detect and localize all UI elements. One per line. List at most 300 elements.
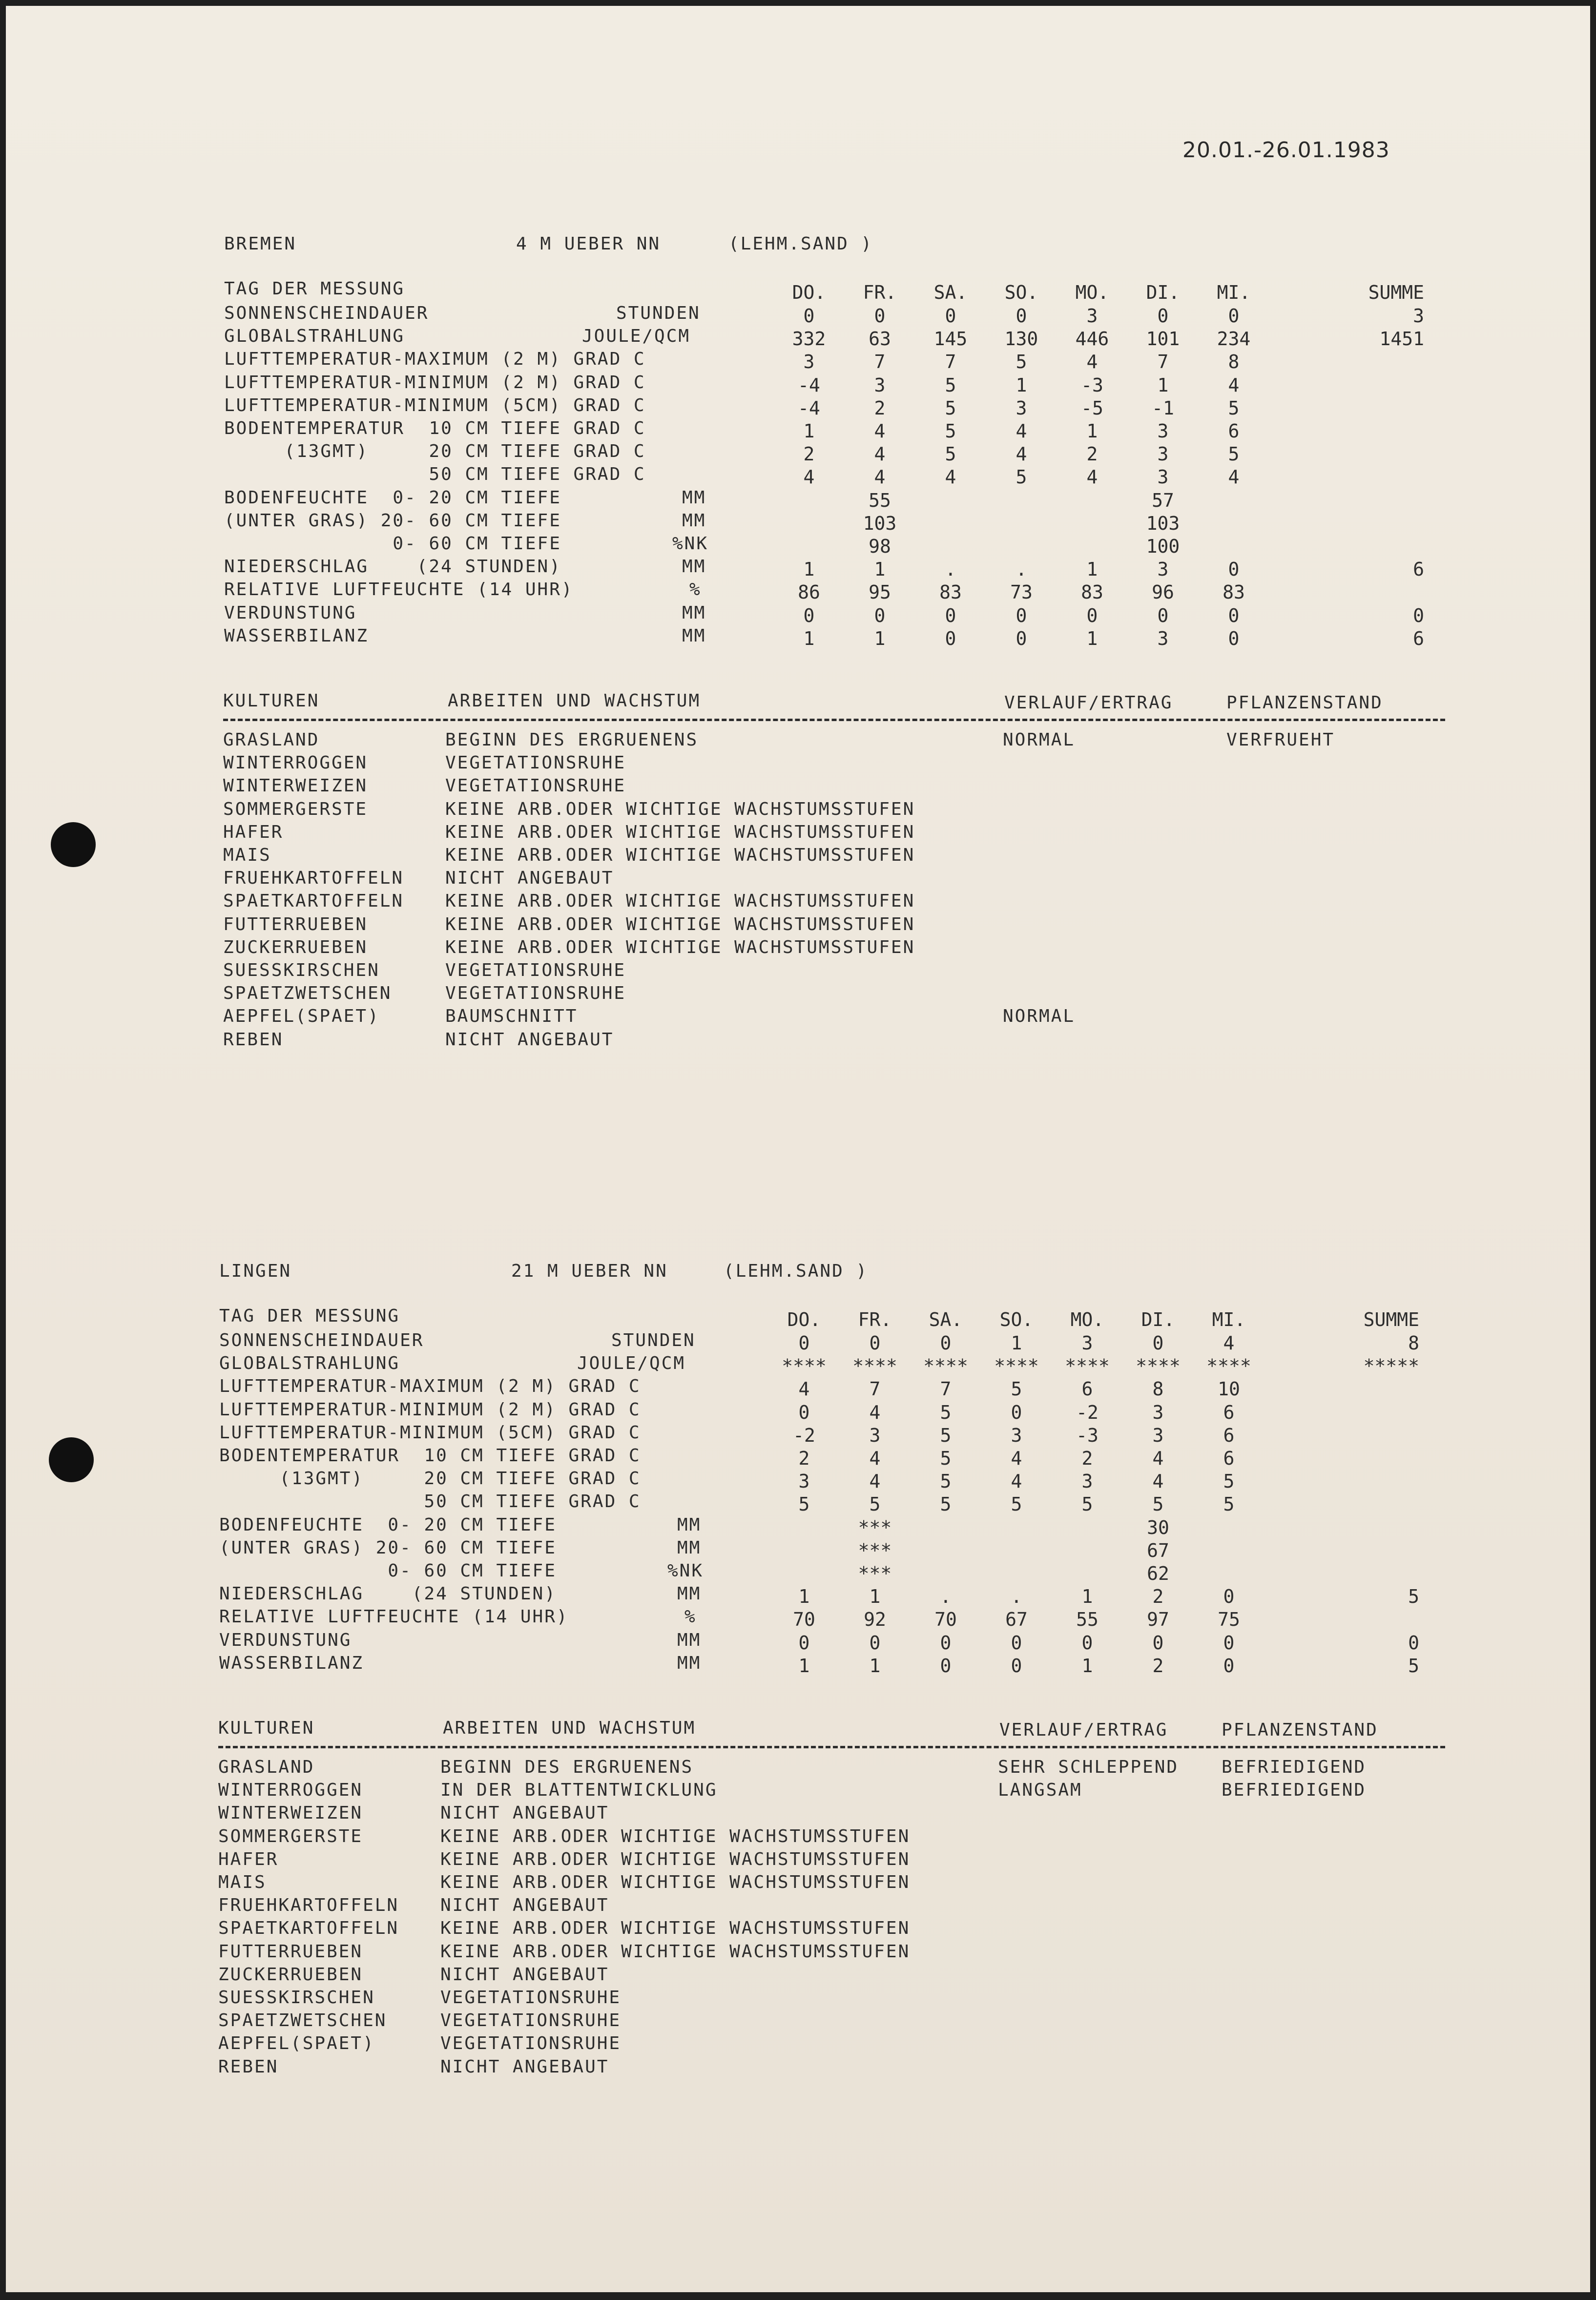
data-cell: -4 — [798, 374, 820, 396]
row-label: LUFTTEMPERATUR-MINIMUM (5CM) GRAD C — [219, 1422, 641, 1443]
data-cell: 3 — [1081, 1332, 1093, 1354]
data-cell: 4 — [1228, 466, 1240, 488]
crop-verlauf: LANGSAM — [998, 1780, 1082, 1801]
day-header: DI. — [1146, 282, 1180, 303]
data-cell: 1 — [874, 559, 886, 580]
station-elevation: 21 M UEBER NN — [511, 1261, 668, 1281]
data-cell: 5 — [945, 420, 956, 442]
sum-cell: 6 — [1413, 559, 1424, 580]
crop-name: WINTERROGGEN — [218, 1780, 363, 1801]
crop-verlauf: SEHR SCHLEPPEND — [998, 1757, 1179, 1777]
data-cell: 95 — [869, 581, 891, 603]
data-cell: 1 — [1086, 420, 1098, 442]
crop-name: SPAETKARTOFFELN — [218, 1918, 399, 1939]
sum-cell: ***** — [1363, 1355, 1419, 1377]
crop-work: VEGETATIONSRUHE — [445, 960, 626, 980]
crop-work: BEGINN DES ERGRUENENS — [445, 730, 699, 750]
data-cell: 8 — [1152, 1378, 1164, 1400]
data-cell: -3 — [1076, 1424, 1099, 1446]
data-cell: 1 — [798, 1586, 810, 1608]
data-cell: 1 — [1157, 374, 1169, 396]
data-cell: 75 — [1218, 1609, 1240, 1631]
data-cell: 5 — [1011, 1493, 1022, 1515]
row-label: NIEDERSCHLAG (24 STUNDEN) — [224, 557, 561, 577]
document-page — [6, 6, 1590, 2292]
row-label: (13GMT) 20 CM TIEFE GRAD C — [219, 1469, 641, 1489]
data-cell: *** — [858, 1563, 892, 1584]
crop-work: IN DER BLATTENTWICKLUNG — [440, 1780, 718, 1801]
row-label: 50 CM TIEFE GRAD C — [219, 1492, 641, 1512]
data-cell: 2 — [798, 1448, 810, 1469]
data-cell: 5 — [940, 1424, 952, 1446]
data-cell: 97 — [1147, 1609, 1169, 1631]
row-unit: MM — [677, 1584, 702, 1604]
data-cell: 3 — [1157, 420, 1169, 442]
data-cell: 3 — [874, 374, 886, 396]
data-cell: 4 — [869, 1448, 881, 1469]
row-label: SONNENSCHEINDAUER — [224, 303, 429, 323]
data-cell: 3 — [803, 351, 815, 373]
data-cell: 5 — [945, 374, 956, 396]
data-cell: 5 — [940, 1471, 952, 1492]
data-cell: 0 — [869, 1632, 881, 1654]
data-cell: 0 — [945, 305, 956, 327]
crop-work: KEINE ARB.ODER WICHTIGE WACHSTUMSSTUFEN — [445, 822, 915, 842]
row-label: VERDUNSTUNG — [224, 602, 357, 623]
data-cell: 0 — [1152, 1632, 1164, 1654]
data-cell: 4 — [1228, 374, 1240, 396]
row-label: SONNENSCHEINDAUER — [219, 1330, 424, 1350]
crop-work: VEGETATIONSRUHE — [440, 1988, 622, 2008]
summe-header: SUMME — [1363, 1309, 1419, 1330]
day-header: FR. — [858, 1309, 892, 1330]
data-cell: **** — [923, 1355, 968, 1377]
data-cell: 130 — [1004, 328, 1038, 350]
data-cell: 0 — [1016, 627, 1027, 649]
data-cell: 4 — [1011, 1471, 1022, 1492]
data-cell: 1 — [803, 420, 815, 442]
crop-work: KEINE ARB.ODER WICHTIGE WACHSTUMSSTUFEN — [445, 799, 915, 819]
row-unit: MM — [677, 1653, 702, 1673]
data-cell: . — [1016, 559, 1027, 580]
crop-name: FUTTERRUEBEN — [223, 914, 368, 934]
data-cell: 4 — [869, 1471, 881, 1492]
data-cell: 5 — [1016, 351, 1027, 373]
data-cell: 0 — [869, 1332, 881, 1354]
crop-name: WINTERWEIZEN — [223, 776, 368, 796]
crop-name: FUTTERRUEBEN — [218, 1941, 363, 1962]
crop-verlauf: NORMAL — [1003, 730, 1076, 750]
sum-cell: 6 — [1413, 627, 1424, 649]
crop-name: HAFER — [218, 1849, 279, 1869]
sum-cell: 0 — [1413, 604, 1424, 626]
pflanzen-header: PFLANZENSTAND — [1222, 1720, 1378, 1740]
data-cell: 3 — [1152, 1401, 1164, 1423]
row-label: BODENTEMPERATUR 10 CM TIEFE GRAD C — [219, 1446, 641, 1466]
row-label: BODENTEMPERATUR 10 CM TIEFE GRAD C — [224, 418, 646, 438]
data-cell: 0 — [940, 1332, 952, 1354]
crop-name: SOMMERGERSTE — [218, 1826, 363, 1846]
data-cell: -2 — [793, 1424, 815, 1446]
row-label: TAG DER MESSUNG — [224, 279, 405, 299]
crop-name: MAIS — [218, 1872, 267, 1892]
row-unit: % — [689, 580, 702, 600]
crop-work: NICHT ANGEBAUT — [440, 1964, 609, 1985]
data-cell: 101 — [1146, 328, 1180, 350]
data-cell: 6 — [1223, 1401, 1235, 1423]
data-cell: 1 — [798, 1655, 810, 1677]
data-cell: 1 — [874, 627, 886, 649]
data-cell: 100 — [1146, 536, 1180, 557]
crop-work: KEINE ARB.ODER WICHTIGE WACHSTUMSSTUFEN — [445, 845, 915, 865]
row-unit: MM — [682, 602, 706, 623]
data-cell: 0 — [1011, 1401, 1022, 1423]
data-cell: 1 — [869, 1586, 881, 1608]
data-cell: *** — [858, 1539, 892, 1561]
data-cell: 4 — [803, 466, 815, 488]
crop-name: REBEN — [218, 2056, 279, 2077]
data-cell: 4 — [1223, 1332, 1235, 1354]
row-label: LUFTTEMPERATUR-MINIMUM (2 M) GRAD C — [224, 372, 646, 393]
kulturen-header: KULTUREN — [218, 1718, 315, 1738]
data-cell: 62 — [1147, 1563, 1169, 1584]
data-cell: 6 — [1223, 1448, 1235, 1469]
crop-work: KEINE ARB.ODER WICHTIGE WACHSTUMSSTUFEN — [445, 891, 915, 912]
data-cell: 0 — [945, 627, 956, 649]
data-cell: 5 — [1228, 443, 1240, 465]
row-unit: MM — [677, 1537, 702, 1558]
data-cell: . — [940, 1586, 952, 1608]
data-cell: 2 — [874, 397, 886, 419]
crop-name: AEPFEL(SPAET) — [223, 1006, 380, 1027]
verlauf-header: VERLAUF/ERTRAG — [999, 1720, 1168, 1740]
row-label: (13GMT) 20 CM TIEFE GRAD C — [224, 441, 646, 462]
data-cell: 5 — [940, 1401, 952, 1423]
crop-name: SPAETZWETSCHEN — [223, 983, 392, 1004]
row-label: WASSERBILANZ — [224, 625, 369, 646]
data-cell: 5 — [940, 1493, 952, 1515]
data-cell: 0 — [798, 1401, 810, 1423]
data-cell: -4 — [798, 397, 820, 419]
crop-stand: BEFRIEDIGEND — [1222, 1757, 1367, 1777]
day-header: MI. — [1217, 282, 1251, 303]
crop-name: SPAETZWETSCHEN — [218, 2010, 387, 2031]
data-cell: 1 — [1081, 1655, 1093, 1677]
crop-verlauf: NORMAL — [1003, 1006, 1076, 1027]
data-cell: 4 — [1011, 1448, 1022, 1469]
crop-name: SUESSKIRSCHEN — [218, 1988, 375, 2008]
sum-cell: 5 — [1408, 1586, 1419, 1608]
crop-stand: BEFRIEDIGEND — [1222, 1780, 1367, 1801]
data-cell: 3 — [1157, 466, 1169, 488]
data-cell: 0 — [1011, 1632, 1022, 1654]
data-cell: **** — [1136, 1355, 1181, 1377]
row-label: LUFTTEMPERATUR-MAXIMUM (2 M) GRAD C — [219, 1376, 641, 1397]
row-unit: MM — [677, 1514, 702, 1535]
data-cell: 103 — [863, 512, 897, 534]
row-unit: JOULE/QCM — [577, 1353, 686, 1374]
row-label: LUFTTEMPERATUR-MAXIMUM (2 M) GRAD C — [224, 349, 646, 370]
data-cell: **** — [782, 1355, 827, 1377]
data-cell: -2 — [1076, 1401, 1099, 1423]
crop-name: HAFER — [223, 822, 284, 842]
data-cell: 2 — [1081, 1448, 1093, 1469]
crop-name: FRUEHKARTOFFELN — [223, 868, 404, 889]
data-cell: 8 — [1228, 351, 1240, 373]
data-cell: . — [1011, 1586, 1022, 1608]
date-range: 20.01.-26.01.1983 — [1182, 138, 1390, 163]
data-cell: 5 — [798, 1493, 810, 1515]
crop-work: VEGETATIONSRUHE — [440, 2010, 622, 2031]
crop-work: VEGETATIONSRUHE — [445, 983, 626, 1004]
data-cell: 0 — [798, 1632, 810, 1654]
data-cell: 1 — [1011, 1332, 1022, 1354]
crop-work: BEGINN DES ERGRUENENS — [440, 1757, 694, 1777]
sum-cell: 3 — [1413, 305, 1424, 327]
crop-name: REBEN — [223, 1029, 284, 1050]
sum-cell: 1451 — [1379, 328, 1424, 350]
row-label: 50 CM TIEFE GRAD C — [224, 464, 646, 485]
data-cell: 3 — [1152, 1424, 1164, 1446]
day-header: MI. — [1212, 1309, 1246, 1330]
data-cell: 57 — [1152, 489, 1174, 511]
data-cell: 1 — [1086, 559, 1098, 580]
crop-name: SUESSKIRSCHEN — [223, 960, 380, 980]
data-cell: 86 — [798, 581, 820, 603]
data-cell: 5 — [945, 443, 956, 465]
data-cell: 2 — [803, 443, 815, 465]
data-cell: 0 — [1016, 305, 1027, 327]
day-header: SA. — [933, 282, 968, 303]
arbeiten-header: ARBEITEN UND WACHSTUM — [443, 1718, 696, 1738]
data-cell: 0 — [940, 1655, 952, 1677]
data-cell: 98 — [869, 536, 891, 557]
row-label: VERDUNSTUNG — [219, 1630, 352, 1650]
sum-cell: 0 — [1408, 1632, 1419, 1654]
data-cell: 4 — [1152, 1448, 1164, 1469]
crop-name: MAIS — [223, 845, 271, 865]
crop-work: BAUMSCHNITT — [445, 1006, 578, 1027]
punch-hole-bottom — [49, 1437, 94, 1482]
data-cell: 6 — [1081, 1378, 1093, 1400]
data-cell: 96 — [1152, 581, 1174, 603]
punch-hole-top — [51, 822, 96, 867]
data-cell: 73 — [1010, 581, 1033, 603]
data-cell: 0 — [874, 604, 886, 626]
data-cell: 4 — [1086, 351, 1098, 373]
crop-work: VEGETATIONSRUHE — [445, 776, 626, 796]
data-cell: 5 — [1081, 1493, 1093, 1515]
data-cell: 0 — [1011, 1655, 1022, 1677]
data-cell: 3 — [1157, 443, 1169, 465]
data-cell: 6 — [1223, 1424, 1235, 1446]
day-header: DO. — [787, 1309, 821, 1330]
summe-header: SUMME — [1368, 282, 1424, 303]
data-cell: 0 — [1086, 604, 1098, 626]
data-cell: 4 — [945, 466, 956, 488]
data-cell: 3 — [1157, 559, 1169, 580]
data-cell: **** — [852, 1355, 897, 1377]
data-cell: 7 — [874, 351, 886, 373]
row-unit: JOULE/QCM — [582, 326, 691, 347]
crop-name: SPAETKARTOFFELN — [223, 891, 404, 912]
crop-work: NICHT ANGEBAUT — [440, 1803, 609, 1823]
data-cell: . — [945, 559, 956, 580]
data-cell: 1 — [803, 627, 815, 649]
data-cell: -1 — [1152, 397, 1174, 419]
data-cell: 1 — [1081, 1586, 1093, 1608]
crop-work: VEGETATIONSRUHE — [445, 753, 626, 773]
day-header: MO. — [1070, 1309, 1104, 1330]
data-cell: 10 — [1218, 1378, 1240, 1400]
data-cell: 3 — [798, 1471, 810, 1492]
data-cell: -5 — [1081, 397, 1103, 419]
row-unit: %NK — [672, 534, 709, 554]
data-cell: 7 — [940, 1378, 952, 1400]
sum-cell: 8 — [1408, 1332, 1419, 1354]
row-label: (UNTER GRAS) 20- 60 CM TIEFE — [219, 1537, 557, 1558]
data-cell: 234 — [1217, 328, 1251, 350]
day-header: SO. — [1004, 282, 1038, 303]
row-label: NIEDERSCHLAG (24 STUNDEN) — [219, 1584, 557, 1604]
data-cell: 1 — [1086, 627, 1098, 649]
crop-work: NICHT ANGEBAUT — [445, 868, 614, 889]
row-unit: % — [684, 1607, 697, 1627]
data-cell: 4 — [874, 420, 886, 442]
data-cell: 0 — [1228, 627, 1240, 649]
data-cell: 4 — [869, 1401, 881, 1423]
row-label: LUFTTEMPERATUR-MINIMUM (5CM) GRAD C — [224, 395, 646, 415]
data-cell: 0 — [1223, 1655, 1235, 1677]
crop-name: GRASLAND — [223, 730, 320, 750]
row-label: WASSERBILANZ — [219, 1653, 364, 1673]
data-cell: 4 — [1152, 1471, 1164, 1492]
data-cell: 5 — [1152, 1493, 1164, 1515]
crop-work: NICHT ANGEBAUT — [445, 1029, 614, 1050]
data-cell: 1 — [1016, 374, 1027, 396]
crop-work: NICHT ANGEBAUT — [440, 1895, 609, 1916]
crop-name: WINTERROGGEN — [223, 753, 368, 773]
data-cell: -3 — [1081, 374, 1103, 396]
data-cell: 5 — [1011, 1378, 1022, 1400]
data-cell: 3 — [1011, 1424, 1022, 1446]
station-name: BREMEN — [224, 234, 297, 254]
data-cell: 0 — [1157, 604, 1169, 626]
day-header: DI. — [1141, 1309, 1175, 1330]
data-cell: 0 — [803, 604, 815, 626]
data-cell: 83 — [1223, 581, 1245, 603]
crop-work: VEGETATIONSRUHE — [440, 2033, 622, 2054]
data-cell: 4 — [798, 1378, 810, 1400]
row-label: RELATIVE LUFTFEUCHTE (14 UHR) — [219, 1607, 569, 1627]
data-cell: 63 — [869, 328, 891, 350]
divider-line — [223, 719, 1445, 721]
station-elevation: 4 M UEBER NN — [516, 234, 661, 254]
day-header: MO. — [1075, 282, 1109, 303]
data-cell: 4 — [1086, 466, 1098, 488]
crop-work: KEINE ARB.ODER WICHTIGE WACHSTUMSSTUFEN — [440, 1918, 911, 1939]
row-unit: MM — [682, 625, 706, 646]
data-cell: 67 — [1005, 1609, 1028, 1631]
row-unit: STUNDEN — [616, 303, 701, 323]
data-cell: 0 — [803, 305, 815, 327]
day-header: SO. — [999, 1309, 1034, 1330]
data-cell: 6 — [1228, 420, 1240, 442]
data-cell: 0 — [1157, 305, 1169, 327]
data-cell: 145 — [933, 328, 968, 350]
row-unit: STUNDEN — [611, 1330, 696, 1350]
row-label: BODENFEUCHTE 0- 20 CM TIEFE — [224, 487, 561, 508]
data-cell: 3 — [1081, 1471, 1093, 1492]
row-label: 0- 60 CM TIEFE — [224, 534, 561, 554]
data-cell: 5 — [869, 1493, 881, 1515]
data-cell: 0 — [1223, 1586, 1235, 1608]
crop-name: ZUCKERRUEBEN — [223, 937, 368, 957]
data-cell: 7 — [945, 351, 956, 373]
crop-work: KEINE ARB.ODER WICHTIGE WACHSTUMSSTUFEN — [445, 937, 915, 957]
crop-name: SOMMERGERSTE — [223, 799, 368, 819]
data-cell: 67 — [1147, 1539, 1169, 1561]
day-header: DO. — [792, 282, 826, 303]
row-label: GLOBALSTRAHLUNG — [224, 326, 405, 347]
data-cell: 3 — [869, 1424, 881, 1446]
data-cell: 0 — [1228, 604, 1240, 626]
data-cell: 7 — [1157, 351, 1169, 373]
divider-line — [218, 1746, 1445, 1748]
crop-name: AEPFEL(SPAET) — [218, 2033, 375, 2054]
data-cell: 7 — [869, 1378, 881, 1400]
crop-stand: VERFRUEHT — [1226, 730, 1335, 750]
row-unit: MM — [677, 1630, 702, 1650]
data-cell: 83 — [939, 581, 962, 603]
data-cell: 70 — [793, 1609, 815, 1631]
data-cell: 83 — [1081, 581, 1103, 603]
data-cell: 103 — [1146, 512, 1180, 534]
crop-work: KEINE ARB.ODER WICHTIGE WACHSTUMSSTUFEN — [445, 914, 915, 934]
data-cell: 0 — [874, 305, 886, 327]
row-unit: MM — [682, 487, 706, 508]
data-cell: 0 — [1016, 604, 1027, 626]
crop-work: KEINE ARB.ODER WICHTIGE WACHSTUMSSTUFEN — [440, 1826, 911, 1846]
day-header: SA. — [929, 1309, 963, 1330]
data-cell: 446 — [1075, 328, 1109, 350]
data-cell: *** — [858, 1516, 892, 1538]
data-cell: 0 — [1228, 559, 1240, 580]
row-unit: %NK — [667, 1561, 704, 1581]
data-cell: 0 — [945, 604, 956, 626]
data-cell: 2 — [1086, 443, 1098, 465]
data-cell: 3 — [1086, 305, 1098, 327]
row-label: TAG DER MESSUNG — [219, 1306, 400, 1326]
data-cell: 0 — [1081, 1632, 1093, 1654]
data-cell: 3 — [1016, 397, 1027, 419]
row-label: 0- 60 CM TIEFE — [219, 1561, 557, 1581]
data-cell: 5 — [940, 1448, 952, 1469]
data-cell: 30 — [1147, 1516, 1169, 1538]
data-cell: **** — [994, 1355, 1039, 1377]
row-label: BODENFEUCHTE 0- 20 CM TIEFE — [219, 1514, 557, 1535]
crop-name: ZUCKERRUEBEN — [218, 1964, 363, 1985]
data-cell: 92 — [864, 1609, 886, 1631]
data-cell: 5 — [1016, 466, 1027, 488]
data-cell: 3 — [1157, 627, 1169, 649]
data-cell: 5 — [1223, 1471, 1235, 1492]
pflanzen-header: PFLANZENSTAND — [1226, 693, 1383, 713]
data-cell: 55 — [869, 489, 891, 511]
data-cell: 70 — [934, 1609, 957, 1631]
day-header: FR. — [863, 282, 897, 303]
station-soil: (LEHM.SAND ) — [724, 1261, 869, 1281]
